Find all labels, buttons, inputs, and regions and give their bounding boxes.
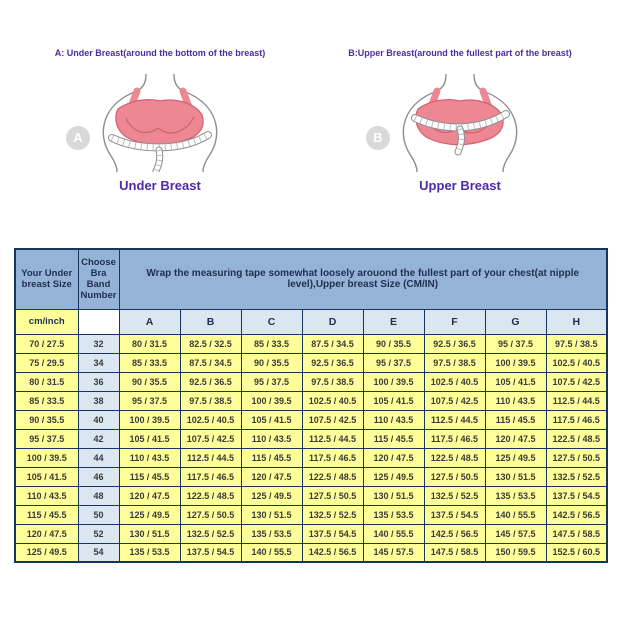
band-number-cell: 52 [78, 524, 119, 543]
header-instruction: Wrap the measuring tape somewhat loosely arouond the fullest part of your chest(at nipple level),Upper breast Size (CM/IN) [119, 249, 607, 309]
cup-size-cell: 100 / 39.5 [363, 372, 424, 391]
cup-size-cell: 107.5 / 42.5 [546, 372, 607, 391]
cup-size-cell: 92.5 / 36.5 [302, 353, 363, 372]
cup-size-cell: 90 / 35.5 [363, 334, 424, 353]
header-under-breast-size: Your Under breast Size [15, 249, 78, 309]
under-breast-cell: 80 / 31.5 [15, 372, 78, 391]
band-number-cell: 38 [78, 391, 119, 410]
cup-size-cell: 102.5 / 40.5 [424, 372, 485, 391]
unit-label-cell: cm/inch [15, 309, 78, 334]
cup-size-cell: 117.5 / 46.5 [302, 448, 363, 467]
step-b-badge: B [366, 126, 390, 150]
cup-size-cell: 112.5 / 44.5 [546, 391, 607, 410]
cup-size-cell: 102.5 / 40.5 [180, 410, 241, 429]
size-chart-section [14, 248, 620, 563]
cup-size-cell: 150 / 59.5 [485, 543, 546, 562]
cup-size-cell: 147.5 / 58.5 [424, 543, 485, 562]
cup-size-cell: 105 / 41.5 [241, 410, 302, 429]
cup-size-cell: 105 / 41.5 [485, 372, 546, 391]
cup-size-cell: 142.5 / 56.5 [424, 524, 485, 543]
cup-size-cell: 137.5 / 54.5 [546, 486, 607, 505]
size-chart-table [14, 248, 608, 563]
under-breast-cell: 125 / 49.5 [15, 543, 78, 562]
cup-size-cell: 140 / 55.5 [363, 524, 424, 543]
cup-size-cell: 127.5 / 50.5 [424, 467, 485, 486]
cup-size-cell: 100 / 39.5 [119, 410, 180, 429]
upper-breast-title: B:Upper Breast(around the fullest part of the breast) [348, 48, 572, 58]
cup-size-cell: 152.5 / 60.5 [546, 543, 607, 562]
under-breast-cell: 120 / 47.5 [15, 524, 78, 543]
band-number-cell: 36 [78, 372, 119, 391]
under-breast-diagram [10, 48, 310, 196]
cup-size-cell: 140 / 55.5 [485, 505, 546, 524]
cup-g-header: G [485, 309, 546, 334]
cup-size-cell: 135 / 53.5 [241, 524, 302, 543]
under-breast-cell: 110 / 43.5 [15, 486, 78, 505]
size-row [15, 543, 607, 562]
cup-size-cell: 130 / 51.5 [363, 486, 424, 505]
cup-size-cell: 142.5 / 56.5 [302, 543, 363, 562]
cup-size-cell: 127.5 / 50.5 [302, 486, 363, 505]
cup-size-cell: 125 / 49.5 [485, 448, 546, 467]
cup-size-cell: 115 / 45.5 [485, 410, 546, 429]
size-row [15, 524, 607, 543]
cup-b-header: B [180, 309, 241, 334]
band-number-cell: 54 [78, 543, 119, 562]
cup-size-cell: 127.5 / 50.5 [546, 448, 607, 467]
cup-size-cell: 132.5 / 52.5 [180, 524, 241, 543]
under-breast-illustration [10, 72, 310, 172]
band-number-cell: 50 [78, 505, 119, 524]
cup-size-cell: 137.5 / 54.5 [302, 524, 363, 543]
cup-size-cell: 110 / 43.5 [119, 448, 180, 467]
cup-size-cell: 122.5 / 48.5 [302, 467, 363, 486]
under-breast-cell: 85 / 33.5 [15, 391, 78, 410]
under-breast-cell: 90 / 35.5 [15, 410, 78, 429]
cup-size-cell: 120 / 47.5 [485, 429, 546, 448]
band-number-cell: 42 [78, 429, 119, 448]
size-row [15, 505, 607, 524]
under-breast-cell: 95 / 37.5 [15, 429, 78, 448]
upper-breast-caption: Upper Breast [419, 178, 501, 193]
cup-size-cell: 110 / 43.5 [241, 429, 302, 448]
cup-size-cell: 95 / 37.5 [119, 391, 180, 410]
cup-size-cell: 97.5 / 38.5 [180, 391, 241, 410]
cup-size-cell: 132.5 / 52.5 [424, 486, 485, 505]
size-row [15, 334, 607, 353]
cup-size-cell: 97.5 / 38.5 [424, 353, 485, 372]
cup-size-cell: 117.5 / 46.5 [424, 429, 485, 448]
cup-size-cell: 87.5 / 34.5 [180, 353, 241, 372]
cup-size-cell: 102.5 / 40.5 [302, 391, 363, 410]
cup-size-cell: 105 / 41.5 [363, 391, 424, 410]
under-breast-cell: 70 / 27.5 [15, 334, 78, 353]
band-number-cell: 46 [78, 467, 119, 486]
step-a-badge: A [66, 126, 90, 150]
cup-size-cell: 125 / 49.5 [119, 505, 180, 524]
cup-size-cell: 122.5 / 48.5 [180, 486, 241, 505]
cup-size-cell: 127.5 / 50.5 [180, 505, 241, 524]
cup-letters-row [15, 309, 607, 334]
cup-size-cell: 122.5 / 48.5 [546, 429, 607, 448]
cup-size-cell: 122.5 / 48.5 [424, 448, 485, 467]
cup-size-cell: 95 / 37.5 [485, 334, 546, 353]
cup-size-cell: 132.5 / 52.5 [546, 467, 607, 486]
cup-size-cell: 107.5 / 42.5 [424, 391, 485, 410]
cup-c-header: C [241, 309, 302, 334]
cup-size-cell: 107.5 / 42.5 [180, 429, 241, 448]
cup-size-cell: 102.5 / 40.5 [546, 353, 607, 372]
table-header-row [15, 249, 607, 309]
cup-size-cell: 92.5 / 36.5 [424, 334, 485, 353]
cup-size-cell: 130 / 51.5 [241, 505, 302, 524]
header-band-number: Choose Bra Band Number [78, 249, 119, 309]
band-number-cell: 32 [78, 334, 119, 353]
under-breast-cell: 105 / 41.5 [15, 467, 78, 486]
cup-size-cell: 145 / 57.5 [363, 543, 424, 562]
under-breast-cell: 115 / 45.5 [15, 505, 78, 524]
size-row [15, 391, 607, 410]
cup-size-cell: 95 / 37.5 [363, 353, 424, 372]
size-table-body [15, 334, 607, 562]
cup-size-cell: 117.5 / 46.5 [546, 410, 607, 429]
cup-size-cell: 112.5 / 44.5 [180, 448, 241, 467]
cup-size-cell: 90 / 35.5 [241, 353, 302, 372]
size-row [15, 410, 607, 429]
cup-size-cell: 115 / 45.5 [119, 467, 180, 486]
cup-size-cell: 80 / 31.5 [119, 334, 180, 353]
band-number-cell: 44 [78, 448, 119, 467]
cup-h-header: H [546, 309, 607, 334]
cup-size-cell: 110 / 43.5 [485, 391, 546, 410]
torso-upper-breast-figure [360, 72, 560, 172]
size-row [15, 429, 607, 448]
cup-size-cell: 112.5 / 44.5 [424, 410, 485, 429]
size-row [15, 448, 607, 467]
cup-size-cell: 135 / 53.5 [485, 486, 546, 505]
cup-size-cell: 85 / 33.5 [241, 334, 302, 353]
cup-size-cell: 137.5 / 54.5 [424, 505, 485, 524]
cup-size-cell: 140 / 55.5 [241, 543, 302, 562]
size-row [15, 467, 607, 486]
size-row [15, 486, 607, 505]
cup-size-cell: 117.5 / 46.5 [180, 467, 241, 486]
cup-size-cell: 87.5 / 34.5 [302, 334, 363, 353]
size-row [15, 372, 607, 391]
cup-size-cell: 112.5 / 44.5 [302, 429, 363, 448]
blank-cell [78, 309, 119, 334]
upper-breast-illustration [310, 72, 610, 172]
cup-size-cell: 147.5 / 58.5 [546, 524, 607, 543]
upper-breast-diagram [310, 48, 610, 196]
cup-size-cell: 145 / 57.5 [485, 524, 546, 543]
cup-e-header: E [363, 309, 424, 334]
cup-size-cell: 100 / 39.5 [241, 391, 302, 410]
cup-size-cell: 115 / 45.5 [241, 448, 302, 467]
cup-size-cell: 100 / 39.5 [485, 353, 546, 372]
under-breast-caption: Under Breast [119, 178, 201, 193]
cup-d-header: D [302, 309, 363, 334]
under-breast-cell: 75 / 29.5 [15, 353, 78, 372]
band-number-cell: 40 [78, 410, 119, 429]
cup-size-cell: 105 / 41.5 [119, 429, 180, 448]
cup-size-cell: 142.5 / 56.5 [546, 505, 607, 524]
cup-size-cell: 137.5 / 54.5 [180, 543, 241, 562]
cup-size-cell: 120 / 47.5 [363, 448, 424, 467]
band-number-cell: 48 [78, 486, 119, 505]
band-number-cell: 34 [78, 353, 119, 372]
cup-size-cell: 97.5 / 38.5 [302, 372, 363, 391]
cup-size-cell: 120 / 47.5 [119, 486, 180, 505]
cup-size-cell: 135 / 53.5 [119, 543, 180, 562]
cup-size-cell: 97.5 / 38.5 [546, 334, 607, 353]
cup-size-cell: 85 / 33.5 [119, 353, 180, 372]
cup-a-header: A [119, 309, 180, 334]
cup-size-cell: 90 / 35.5 [119, 372, 180, 391]
under-breast-cell: 100 / 39.5 [15, 448, 78, 467]
cup-size-cell: 82.5 / 32.5 [180, 334, 241, 353]
cup-size-cell: 125 / 49.5 [241, 486, 302, 505]
under-breast-title: A: Under Breast(around the bottom of the breast) [54, 48, 266, 58]
cup-size-cell: 107.5 / 42.5 [302, 410, 363, 429]
cup-size-cell: 115 / 45.5 [363, 429, 424, 448]
cup-size-cell: 125 / 49.5 [363, 467, 424, 486]
cup-size-cell: 120 / 47.5 [241, 467, 302, 486]
size-row [15, 353, 607, 372]
cup-size-cell: 92.5 / 36.5 [180, 372, 241, 391]
cup-size-cell: 110 / 43.5 [363, 410, 424, 429]
cup-f-header: F [424, 309, 485, 334]
measuring-diagrams-section [0, 0, 620, 196]
cup-size-cell: 135 / 53.5 [363, 505, 424, 524]
cup-size-cell: 130 / 51.5 [485, 467, 546, 486]
cup-size-cell: 95 / 37.5 [241, 372, 302, 391]
cup-size-cell: 132.5 / 52.5 [302, 505, 363, 524]
cup-size-cell: 130 / 51.5 [119, 524, 180, 543]
torso-under-breast-figure [60, 72, 260, 172]
